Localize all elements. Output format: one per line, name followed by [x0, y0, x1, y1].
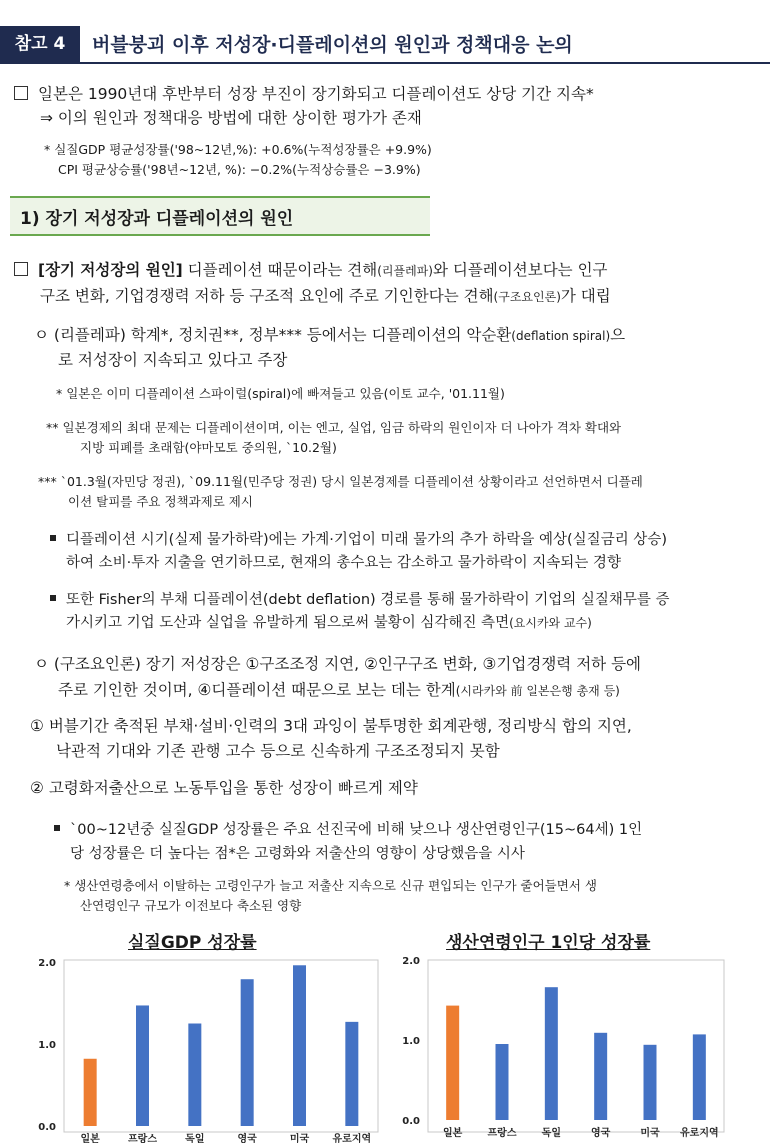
reflation-bullet-2b — [66, 611, 592, 632]
bullet-3a — [54, 818, 642, 839]
intro-note-1: * 실질GDP 평균성장률('98~12년,%): +0.6%(누적성장률은 +9.9%) — [44, 142, 432, 157]
x-tick-label: 유로지역 — [332, 1134, 372, 1143]
checkbox-square-icon — [14, 86, 28, 100]
reflation-text-b: 으 — [610, 326, 626, 344]
cause-line-1 — [14, 258, 608, 280]
structural-line-1: ㅇ (구조요인론) 장기 저성장은 ①구조조정 지연, ②인구구조 변화, ③기업경쟁력 저하 등에 — [34, 655, 642, 673]
intro-line-2: ⇒ 이의 원인과 정책대응 방법에 대한 상이한 평가가 존재 — [40, 109, 422, 127]
structural-line-2 — [58, 678, 620, 700]
reflation-bullet-1b: 하여 소비·투자 지출을 연기하므로, 현재의 총수요는 감소하고 물가하락이 지속되는 경향 — [66, 555, 621, 571]
reflation-note-1: * 일본은 이미 디플레이션 스파이럴(spiral)에 빠져들고 있음(이토 교수, '01.11월) — [56, 386, 505, 401]
cause-small-a: (리플레파) — [377, 264, 433, 278]
bullet-2b-text: 가시키고 기업 도산과 실업을 유발하게 됨으로써 불황이 심각해진 측면 — [66, 615, 510, 631]
chart-2-per-capita-growth — [390, 950, 765, 1143]
bar-독일 — [188, 1024, 201, 1127]
reflation-bullet-1a — [50, 528, 667, 549]
y-tick-label: 1.0 — [38, 1040, 56, 1051]
reflation-text-a: ㅇ (리플레파) 학계*, 정치권**, 정부*** 등에서는 디플레이션의 악순환 — [34, 326, 512, 344]
bar-프랑스 — [496, 1044, 509, 1120]
bullet-1-text: 디플레이션 시기(실제 물가하락)에는 가계·기업이 미래 물가의 추가 하락을 예상(실질금리 상승) — [66, 532, 667, 548]
bar-미국 — [644, 1045, 657, 1120]
bar-독일 — [545, 987, 558, 1120]
reflation-note-3b: 이션 탈피를 주요 정책과제로 제시 — [68, 494, 253, 509]
y-tick-label: 2.0 — [38, 958, 56, 969]
x-tick-label: 독일 — [541, 1128, 561, 1139]
reflation-note-2b: 지방 피폐를 초래함(야마모토 중의원, `10.2월) — [80, 440, 337, 455]
bar-유로지역 — [693, 1034, 706, 1120]
x-tick-label: 일본 — [80, 1134, 100, 1143]
x-tick-label: 독일 — [185, 1134, 205, 1143]
reflation-note-3a: *** `01.3월(자민당 정권), `09.11월(민주당 정권) 당시 일본경제를 디플레이션 상황이라고 선언하면서 디플레 — [38, 474, 643, 489]
plot-frame — [428, 960, 724, 1132]
plot-frame — [64, 960, 378, 1132]
point-2: ② 고령화저출산으로 노동투입을 통한 성장이 빠르게 제약 — [30, 779, 418, 797]
bar-미국 — [293, 965, 306, 1126]
y-tick-label: 1.0 — [402, 1036, 420, 1047]
intro-text-1: 일본은 1990년대 후반부터 성장 부진이 장기화되고 디플레이션도 상당 기간 지속* — [38, 85, 594, 103]
reflation-note-2a: ** 일본경제의 최대 문제는 디플레이션이며, 이는 엔고, 실업, 임금 하락의 원인이자 더 나아가 격차 확대와 — [46, 420, 622, 435]
y-tick-label: 2.0 — [402, 956, 420, 967]
reflation-line-1 — [34, 323, 625, 345]
bullet-2-text: 또한 Fisher의 부채 디플레이션(debt deflation) 경로를 통해 물가하락이 기업의 실질채무를 증 — [66, 592, 670, 608]
cause-small-b: (구조요인론) — [493, 290, 561, 304]
chart-2-title: 생산연령인구 1인당 성장률 — [446, 933, 651, 953]
page-title: 버블붕괴 이후 저성장·디플레이션의 원인과 정책대응 논의 — [92, 34, 573, 56]
appendix-tag: 참고 4 — [0, 26, 80, 62]
cause-text-a: 디플레이션 때문이라는 견해 — [182, 261, 378, 279]
structural-text: 주로 기인한 것이며, ④디플레이션 때문으로 보는 데는 한계 — [58, 681, 456, 699]
x-tick-label: 일본 — [443, 1128, 463, 1139]
x-tick-label: 프랑스 — [128, 1134, 157, 1143]
cause-text-b: 와 디플레이션보다는 인구 — [432, 261, 608, 279]
cause-text-d: 가 대립 — [560, 287, 611, 305]
bar-영국 — [594, 1033, 607, 1120]
bullet-icon — [54, 825, 60, 831]
bullet-icon — [50, 595, 56, 601]
point-1a: ① 버블기간 축적된 부채·설비·인력의 3대 과잉이 불투명한 회계관행, 정리방식 합의 지연, — [30, 717, 632, 735]
cause-label: [장기 저성장의 원인] — [38, 261, 183, 279]
x-tick-label: 프랑스 — [487, 1128, 517, 1139]
section-heading: 1) 장기 저성장과 디플레이션의 원인 — [20, 209, 294, 229]
y-tick-label: 0.0 — [402, 1116, 420, 1127]
y-tick-label: 0.0 — [38, 1122, 56, 1133]
structural-note-a: * 생산연령층에서 이탈하는 고령인구가 늘고 저출산 지속으로 신규 편입되는 인구가 줄어들면서 생 — [64, 878, 597, 893]
bar-영국 — [241, 979, 254, 1126]
bar-일본 — [84, 1059, 97, 1126]
intro-line-1 — [14, 82, 594, 104]
reflation-bullet-2a — [50, 588, 669, 609]
point-1b: 낙관적 기대와 기존 관행 고수 등으로 신속하게 구조조정되지 못함 — [56, 742, 500, 760]
bar-일본 — [446, 1006, 459, 1120]
chart-1-gdp-growth — [20, 950, 380, 1143]
structural-note-b: 산연령인구 규모가 이전보다 축소된 영향 — [80, 898, 302, 913]
cause-text-c: 구조 변화, 기업경쟁력 저하 등 구조적 요인에 주로 기인한다는 견해 — [40, 287, 494, 305]
bullet-3-text: `00~12년중 실질GDP 성장률은 주요 선진국에 비해 낮으나 생산연령인구(15~64세) 1인 — [70, 822, 643, 838]
bullet-2b-small: (요시카와 교수) — [509, 616, 592, 630]
reflation-small: (deflation spiral) — [511, 329, 611, 343]
structural-small: (시라카와 前 일본은행 총재 등) — [455, 684, 620, 698]
chart-1-title: 실질GDP 성장률 — [128, 933, 257, 953]
x-tick-label: 영국 — [237, 1134, 257, 1143]
x-tick-label: 영국 — [591, 1128, 611, 1139]
x-tick-label: 미국 — [289, 1134, 310, 1143]
checkbox-square-icon — [14, 262, 28, 276]
bullet-3b: 당 성장률은 더 높다는 점*은 고령화와 저출산의 영향이 상당했음을 시사 — [70, 846, 525, 862]
x-tick-label: 유로지역 — [680, 1128, 719, 1139]
bar-유로지역 — [345, 1022, 358, 1126]
cause-line-2 — [40, 284, 611, 306]
intro-note-2: CPI 평균상승률('98년~12년, %): −0.2%(누적상승률은 −3.9%) — [58, 162, 421, 177]
reflation-line-2: 로 저성장이 지속되고 있다고 주장 — [58, 351, 288, 369]
bullet-icon — [50, 535, 56, 541]
bar-프랑스 — [136, 1005, 149, 1126]
x-tick-label: 미국 — [640, 1128, 660, 1139]
header-rule — [0, 62, 770, 64]
